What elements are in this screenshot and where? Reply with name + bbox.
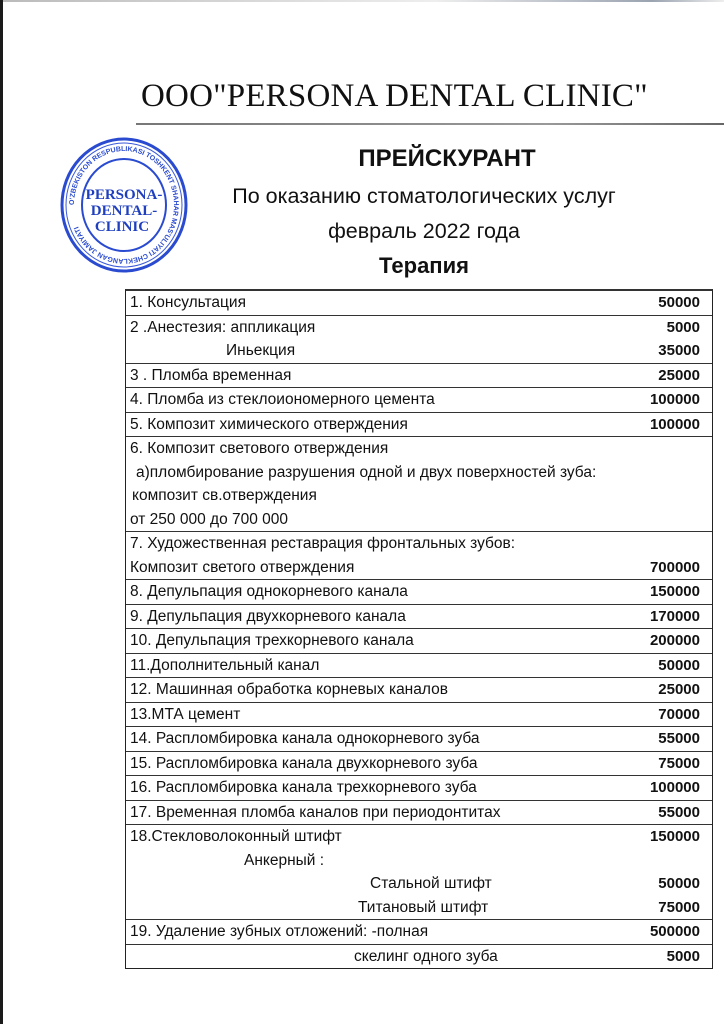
service-name: Титановый штифт xyxy=(358,898,489,916)
service-price: 100000 xyxy=(649,415,700,433)
service-name: композит св.отверждения xyxy=(132,487,317,504)
price-row xyxy=(126,580,712,605)
price-line xyxy=(126,703,712,727)
service-price: 25000 xyxy=(658,366,700,384)
service-name: 8. Депульпация однокорневого канала xyxy=(130,583,408,600)
service-name: 6. Композит светового отверждения xyxy=(130,440,389,457)
service-name: 19. Удаление зубных отложений: -полная xyxy=(130,923,429,940)
service-price: 25000 xyxy=(658,681,700,698)
price-row xyxy=(126,801,712,826)
service-name: 9. Депульпация двухкорневого канала xyxy=(130,607,406,625)
price-row xyxy=(126,920,712,945)
service-price: 35000 xyxy=(658,342,700,359)
service-name: 1. Консультация xyxy=(130,294,246,311)
service-price: 70000 xyxy=(658,705,700,723)
service-price: 100000 xyxy=(649,779,700,796)
service-name: 16. Распломбировка канала трехкорневого зуба xyxy=(130,779,477,796)
service-name: от 250 000 до 700 000 xyxy=(130,510,289,528)
service-price: 700000 xyxy=(649,558,700,576)
price-row xyxy=(126,825,712,920)
scan-edge-top xyxy=(3,0,724,2)
service-name: 18.Стекловолоконный штифт xyxy=(130,828,342,845)
price-row xyxy=(126,605,712,630)
price-line xyxy=(126,388,712,412)
service-name: 17. Временная пломба каналов при периодонтитах xyxy=(130,803,501,821)
stamp-text-line: CLINIC xyxy=(94,219,150,235)
price-line xyxy=(126,556,712,580)
price-line xyxy=(126,727,712,751)
service-price: 150000 xyxy=(649,583,700,600)
service-price: 200000 xyxy=(649,632,700,649)
service-price: 50000 xyxy=(658,656,700,674)
service-price: 75000 xyxy=(658,898,700,916)
service-price: 500000 xyxy=(649,923,700,940)
service-name: Иньекция xyxy=(226,342,296,359)
price-line xyxy=(126,532,712,556)
service-price: 55000 xyxy=(658,730,700,747)
service-price: 50000 xyxy=(658,294,700,311)
price-row xyxy=(126,727,712,752)
price-row xyxy=(126,388,712,413)
service-name: 15. Распломбировка канала двухкорневого зуба xyxy=(130,754,478,772)
price-line xyxy=(126,437,712,461)
price-line xyxy=(126,920,712,944)
service-name: 3 . Пломба временная xyxy=(130,366,292,384)
price-row xyxy=(126,945,712,969)
service-name: 2 .Анестезия: аппликация xyxy=(130,318,316,336)
service-name: а)пломбирование разрушения одной и двух поверхностей зуба: xyxy=(136,463,597,481)
price-row xyxy=(126,532,712,580)
price-line xyxy=(126,339,712,363)
price-line xyxy=(126,580,712,604)
document-title: ПРЕЙСКУРАНТ xyxy=(358,145,536,172)
document-subtitle: По оказанию стоматологических услуг xyxy=(232,184,616,208)
price-line xyxy=(126,461,712,485)
service-name: 11.Дополнительный канал xyxy=(130,656,320,674)
price-row xyxy=(126,654,712,679)
price-row xyxy=(126,629,712,654)
service-price: 5000 xyxy=(666,318,700,336)
service-name: Анкерный : xyxy=(244,851,325,869)
price-line xyxy=(126,605,712,629)
service-name: Стальной штифт xyxy=(370,875,492,892)
price-line xyxy=(126,508,712,532)
service-name: Композит светого отверждения xyxy=(130,558,355,576)
document-date: февраль 2022 года xyxy=(328,219,520,243)
price-row xyxy=(126,316,712,364)
price-line xyxy=(126,825,712,849)
price-line xyxy=(126,801,712,825)
service-price: 170000 xyxy=(649,607,700,625)
price-row xyxy=(126,437,712,532)
service-price: 50000 xyxy=(658,875,700,892)
price-line xyxy=(126,316,712,340)
price-table xyxy=(125,289,713,969)
stamp-ring-text: O'ZBEKISTON RESPUBLIKASI TOSHKENT SHAHAR MAS'ULIYATI CHEKLANGAN JAMIYATI xyxy=(68,145,180,265)
service-price: 150000 xyxy=(649,828,700,845)
organization-name: ООО"PERSONA DENTAL CLINIC" xyxy=(141,78,648,114)
price-line xyxy=(126,678,712,702)
price-row xyxy=(126,413,712,438)
price-line xyxy=(126,752,712,776)
service-name: 10. Депульпация трехкорневого канала xyxy=(130,632,414,649)
stamp-text-line: DENTAL- xyxy=(90,203,158,219)
service-price: 5000 xyxy=(666,947,700,965)
price-line xyxy=(126,413,712,437)
price-line xyxy=(126,654,712,678)
scan-edge xyxy=(0,0,3,1024)
service-name: 5. Композит химического отверждения xyxy=(130,415,408,433)
price-line xyxy=(126,896,712,920)
price-line xyxy=(126,364,712,388)
price-row xyxy=(126,291,712,316)
service-name: скелинг одного зуба xyxy=(354,947,498,965)
service-name: 12. Машинная обработка корневых каналов xyxy=(130,681,448,698)
stamp-text-line: PERSONA- xyxy=(85,187,163,203)
price-line xyxy=(126,629,712,653)
price-line xyxy=(126,945,712,969)
price-line xyxy=(126,484,712,508)
service-name: 14. Распломбировка канала однокорневого зуба xyxy=(130,730,480,747)
service-name: 7. Художественная реставрация фронтальных зубов: xyxy=(130,535,516,552)
service-name: 13.МТА цемент xyxy=(130,705,241,723)
price-line xyxy=(126,291,712,315)
price-line xyxy=(126,849,712,873)
price-row xyxy=(126,752,712,777)
section-heading: Терапия xyxy=(379,253,469,278)
service-price: 75000 xyxy=(658,754,700,772)
price-line xyxy=(126,872,712,896)
price-row xyxy=(126,364,712,389)
service-price: 55000 xyxy=(658,803,700,821)
service-price: 100000 xyxy=(649,391,700,408)
price-row xyxy=(126,776,712,801)
price-row xyxy=(126,678,712,703)
price-row xyxy=(126,703,712,728)
header-rule xyxy=(136,123,724,125)
service-name: 4. Пломба из стеклоиономерного цемента xyxy=(130,391,435,408)
price-line xyxy=(126,776,712,800)
